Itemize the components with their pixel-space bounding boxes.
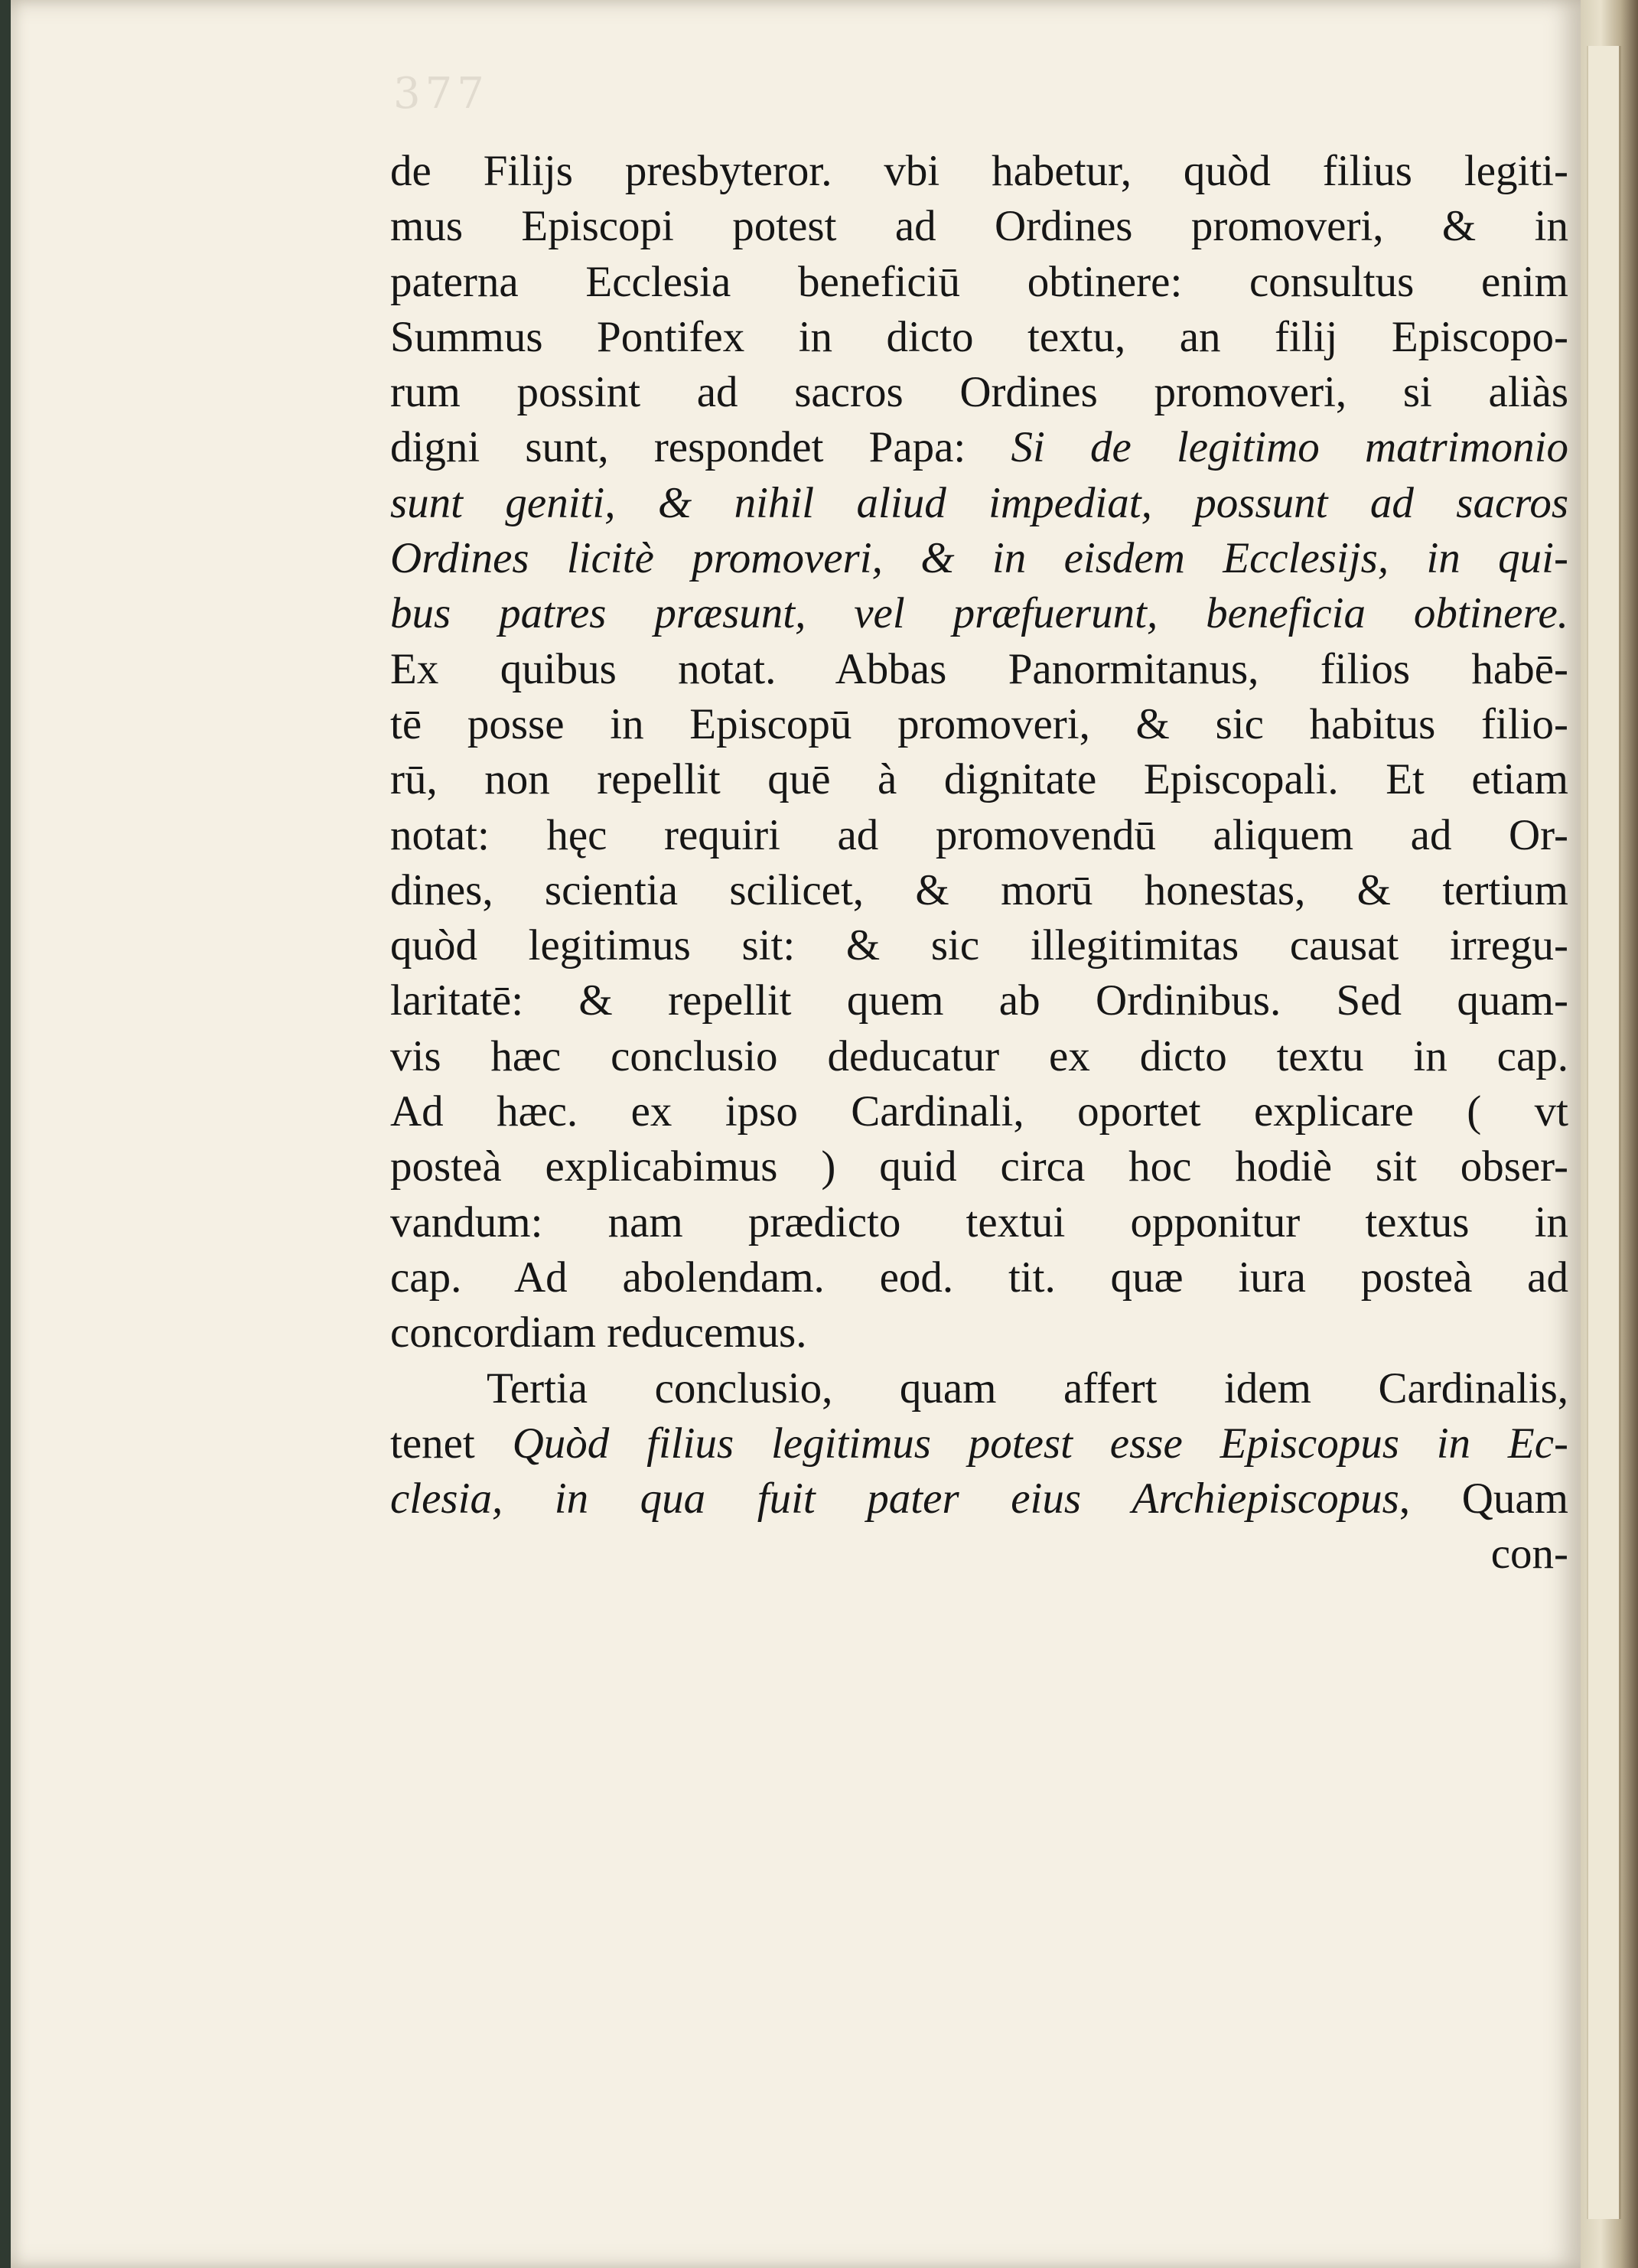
text-segment: concordiam reducemus. [390,1308,807,1357]
text-segment: Tertia conclusio, quam affert idem Cardinalis, [487,1364,1568,1413]
text-line [390,1029,1568,1084]
text-segment: con- [1490,1530,1568,1579]
text-line [390,586,1568,641]
bleed-through-page-number: 377 [393,69,489,119]
text-line [390,365,1568,420]
next-page-edge [1587,46,1621,2219]
italic-text-segment: clesia, in qua fuit pater eius Archiepiscopus [390,1475,1399,1523]
text-segment: tenet [390,1419,513,1468]
text-line [390,1416,1568,1471]
text-line [390,1084,1568,1139]
text-line [390,255,1568,310]
book-page [11,0,1581,2268]
text-segment: quòd legitimus sit: & sic illegitimitas causat irregu- [390,921,1568,970]
text-segment: rum possint ad sacros Ordines promoveri, si aliàs [390,368,1568,417]
body-text [390,144,1568,1582]
italic-text-segment: Ordines licitè promoveri, & in eisdem Ecclesijs, in qui- [390,534,1568,583]
text-line [390,310,1568,365]
text-line [390,1250,1568,1305]
text-line [390,144,1568,199]
text-line [390,973,1568,1028]
text-segment: laritatē: & repellit quem ab Ordinibus. Sed quam- [390,976,1568,1025]
text-line [390,863,1568,918]
italic-text-segment: bus patres præsunt, vel præfuerunt, beneficia obtinere. [390,589,1568,638]
text-segment: Ex quibus notat. Abbas Panormitanus, filios habē- [390,644,1568,693]
text-segment: vandum: nam prædicto textui opponitur textus in [390,1198,1568,1246]
text-segment: posteà explicabimus ) quid circa hoc hodiè sit obser- [390,1142,1568,1191]
text-line [390,420,1568,475]
text-line [390,1139,1568,1194]
text-segment: vis hæc conclusio deducatur ex dicto textu in cap. [390,1031,1568,1080]
text-line [390,697,1568,752]
text-line [390,476,1568,531]
text-line [390,531,1568,586]
text-line [390,1195,1568,1250]
italic-text-segment: sunt geniti, & nihil aliud impediat, possunt ad sacros [390,478,1568,527]
text-segment: tē posse in Episcopū promoveri, & sic habitus filio- [390,699,1568,748]
text-line [390,918,1568,973]
text-segment: cap. Ad abolendam. eod. tit. quæ iura posteà ad [390,1253,1568,1302]
text-segment: rū, non repellit quē à dignitate Episcopali. Et etiam [390,755,1568,804]
text-line [390,642,1568,697]
text-segment: de Filijs presbyteror. vbi habetur, quòd filius legiti- [390,147,1568,195]
text-segment: notat: hęc requiri ad promovendū aliquem ad Or- [390,810,1568,859]
text-line [390,808,1568,863]
text-segment: mus Episcopi potest ad Ordines promoveri, & in [390,202,1568,251]
italic-text-segment: Quòd filius legitimus potest esse Episcopus in Ec- [512,1419,1568,1468]
text-line [390,199,1568,254]
text-segment: Summus Pontifex in dicto textu, an filij Episcopo- [390,312,1568,361]
text-line [390,1527,1568,1582]
italic-text-segment: Si de legitimo matrimonio [1011,423,1568,472]
text-line [390,1305,1568,1360]
text-line [390,752,1568,807]
text-segment: dines, scientia scilicet, & morū honestas, & tertium [390,865,1568,914]
text-segment: Ad hæc. ex ipso Cardinali, oportet explicare ( vt [390,1087,1568,1136]
text-segment: paterna Ecclesia beneficiū obtinere: consultus enim [390,257,1568,306]
text-line [390,1471,1568,1527]
text-segment: , Quam [1399,1475,1568,1523]
text-line [390,1361,1568,1416]
text-segment: digni sunt, respondet Papa: [390,423,1011,472]
